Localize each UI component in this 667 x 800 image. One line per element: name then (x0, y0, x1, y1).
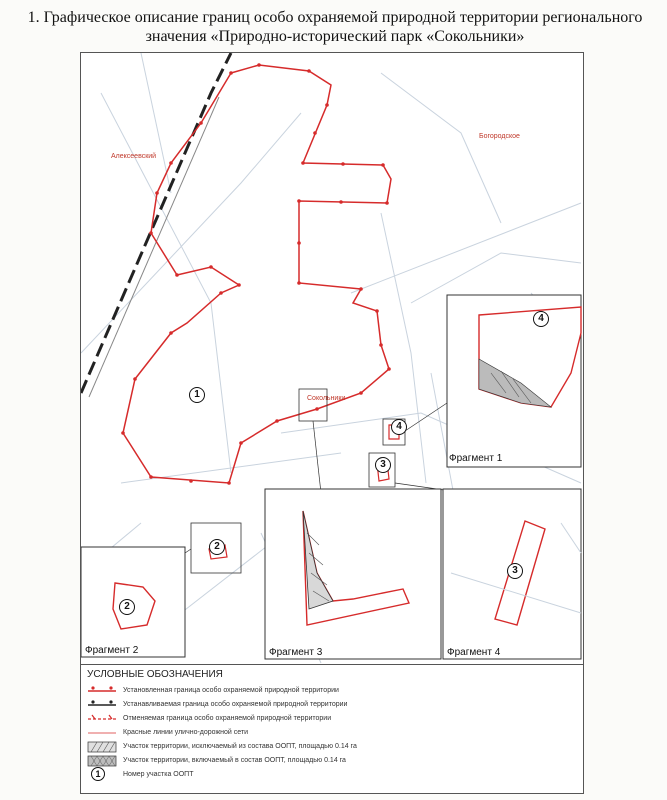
site-number-4-main: 4 (391, 419, 407, 435)
legend-item-included (85, 755, 575, 767)
legend-symbol-established (87, 685, 117, 697)
legend-item-site-number (85, 769, 575, 781)
fragment-4-label: Фрагмент 4 (447, 647, 501, 658)
legend-item-redlines (85, 727, 575, 739)
boundary-ticks (121, 63, 391, 485)
site-number-3-main: 3 (375, 457, 391, 473)
site-number-2-main: 2 (209, 539, 225, 555)
legend-text-site-number: Номер участка ООПТ (123, 771, 194, 778)
legend-symbol-included (87, 755, 117, 767)
district-label-alekseevsky: Алексеевский (111, 153, 157, 160)
legend-title: УСЛОВНЫЕ ОБОЗНАЧЕНИЯ (87, 669, 223, 680)
title-line-1: 1. Графическое описание границ особо охраняемой природной территории регионального (27, 9, 643, 26)
legend-symbol-site-number: 1 (91, 767, 105, 781)
legend-item-excluded (85, 741, 575, 753)
legend-text-included: Участок территории, включаемый в состав ООПТ, площадью 0.14 га (123, 757, 346, 764)
legend-item-established (85, 685, 575, 697)
legend-text-redlines: Красные линии улично-дорожной сети (123, 729, 249, 736)
legend-text-excluded: Участок территории, исключаемый из состава ООПТ, площадью 0.14 га (123, 743, 357, 750)
fragment-3-panel (265, 489, 441, 659)
legend-symbol-redlines (87, 727, 117, 739)
fragment-3-label: Фрагмент 3 (269, 647, 323, 658)
title-line-2: значения «Природно-исторический парк «Сокольники» (145, 28, 525, 45)
fragment-2-label: Фрагмент 2 (85, 645, 139, 656)
fragment-1-label: Фрагмент 1 (449, 453, 503, 464)
railway (81, 53, 231, 397)
district-label-bogorodskoe: Богородское (479, 133, 520, 140)
main-boundary (123, 65, 391, 483)
site-number-1: 1 (189, 387, 205, 403)
legend-symbol-cancelled (87, 713, 117, 725)
site-number-4-fragment: 4 (533, 311, 549, 327)
legend-text-established: Установленная граница особо охраняемой природной территории (123, 687, 339, 694)
fragment-1-panel (447, 295, 581, 467)
legend (80, 664, 584, 794)
district-label-sokolniki: Сокольники (307, 395, 346, 402)
legend-text-new: Устанавливаемая граница особо охраняемой природной территории (123, 701, 348, 708)
legend-symbol-new (87, 699, 117, 711)
map-area (80, 52, 584, 666)
legend-symbol-excluded (87, 741, 117, 753)
site-number-2-fragment: 2 (119, 599, 135, 615)
legend-item-new (85, 699, 575, 711)
page-title (10, 8, 660, 46)
inset-box-center (299, 389, 327, 421)
site-number-3-fragment: 3 (507, 563, 523, 579)
legend-item-cancelled (85, 713, 575, 725)
legend-text-cancelled: Отменяемая граница особо охраняемой природной территории (123, 715, 332, 722)
